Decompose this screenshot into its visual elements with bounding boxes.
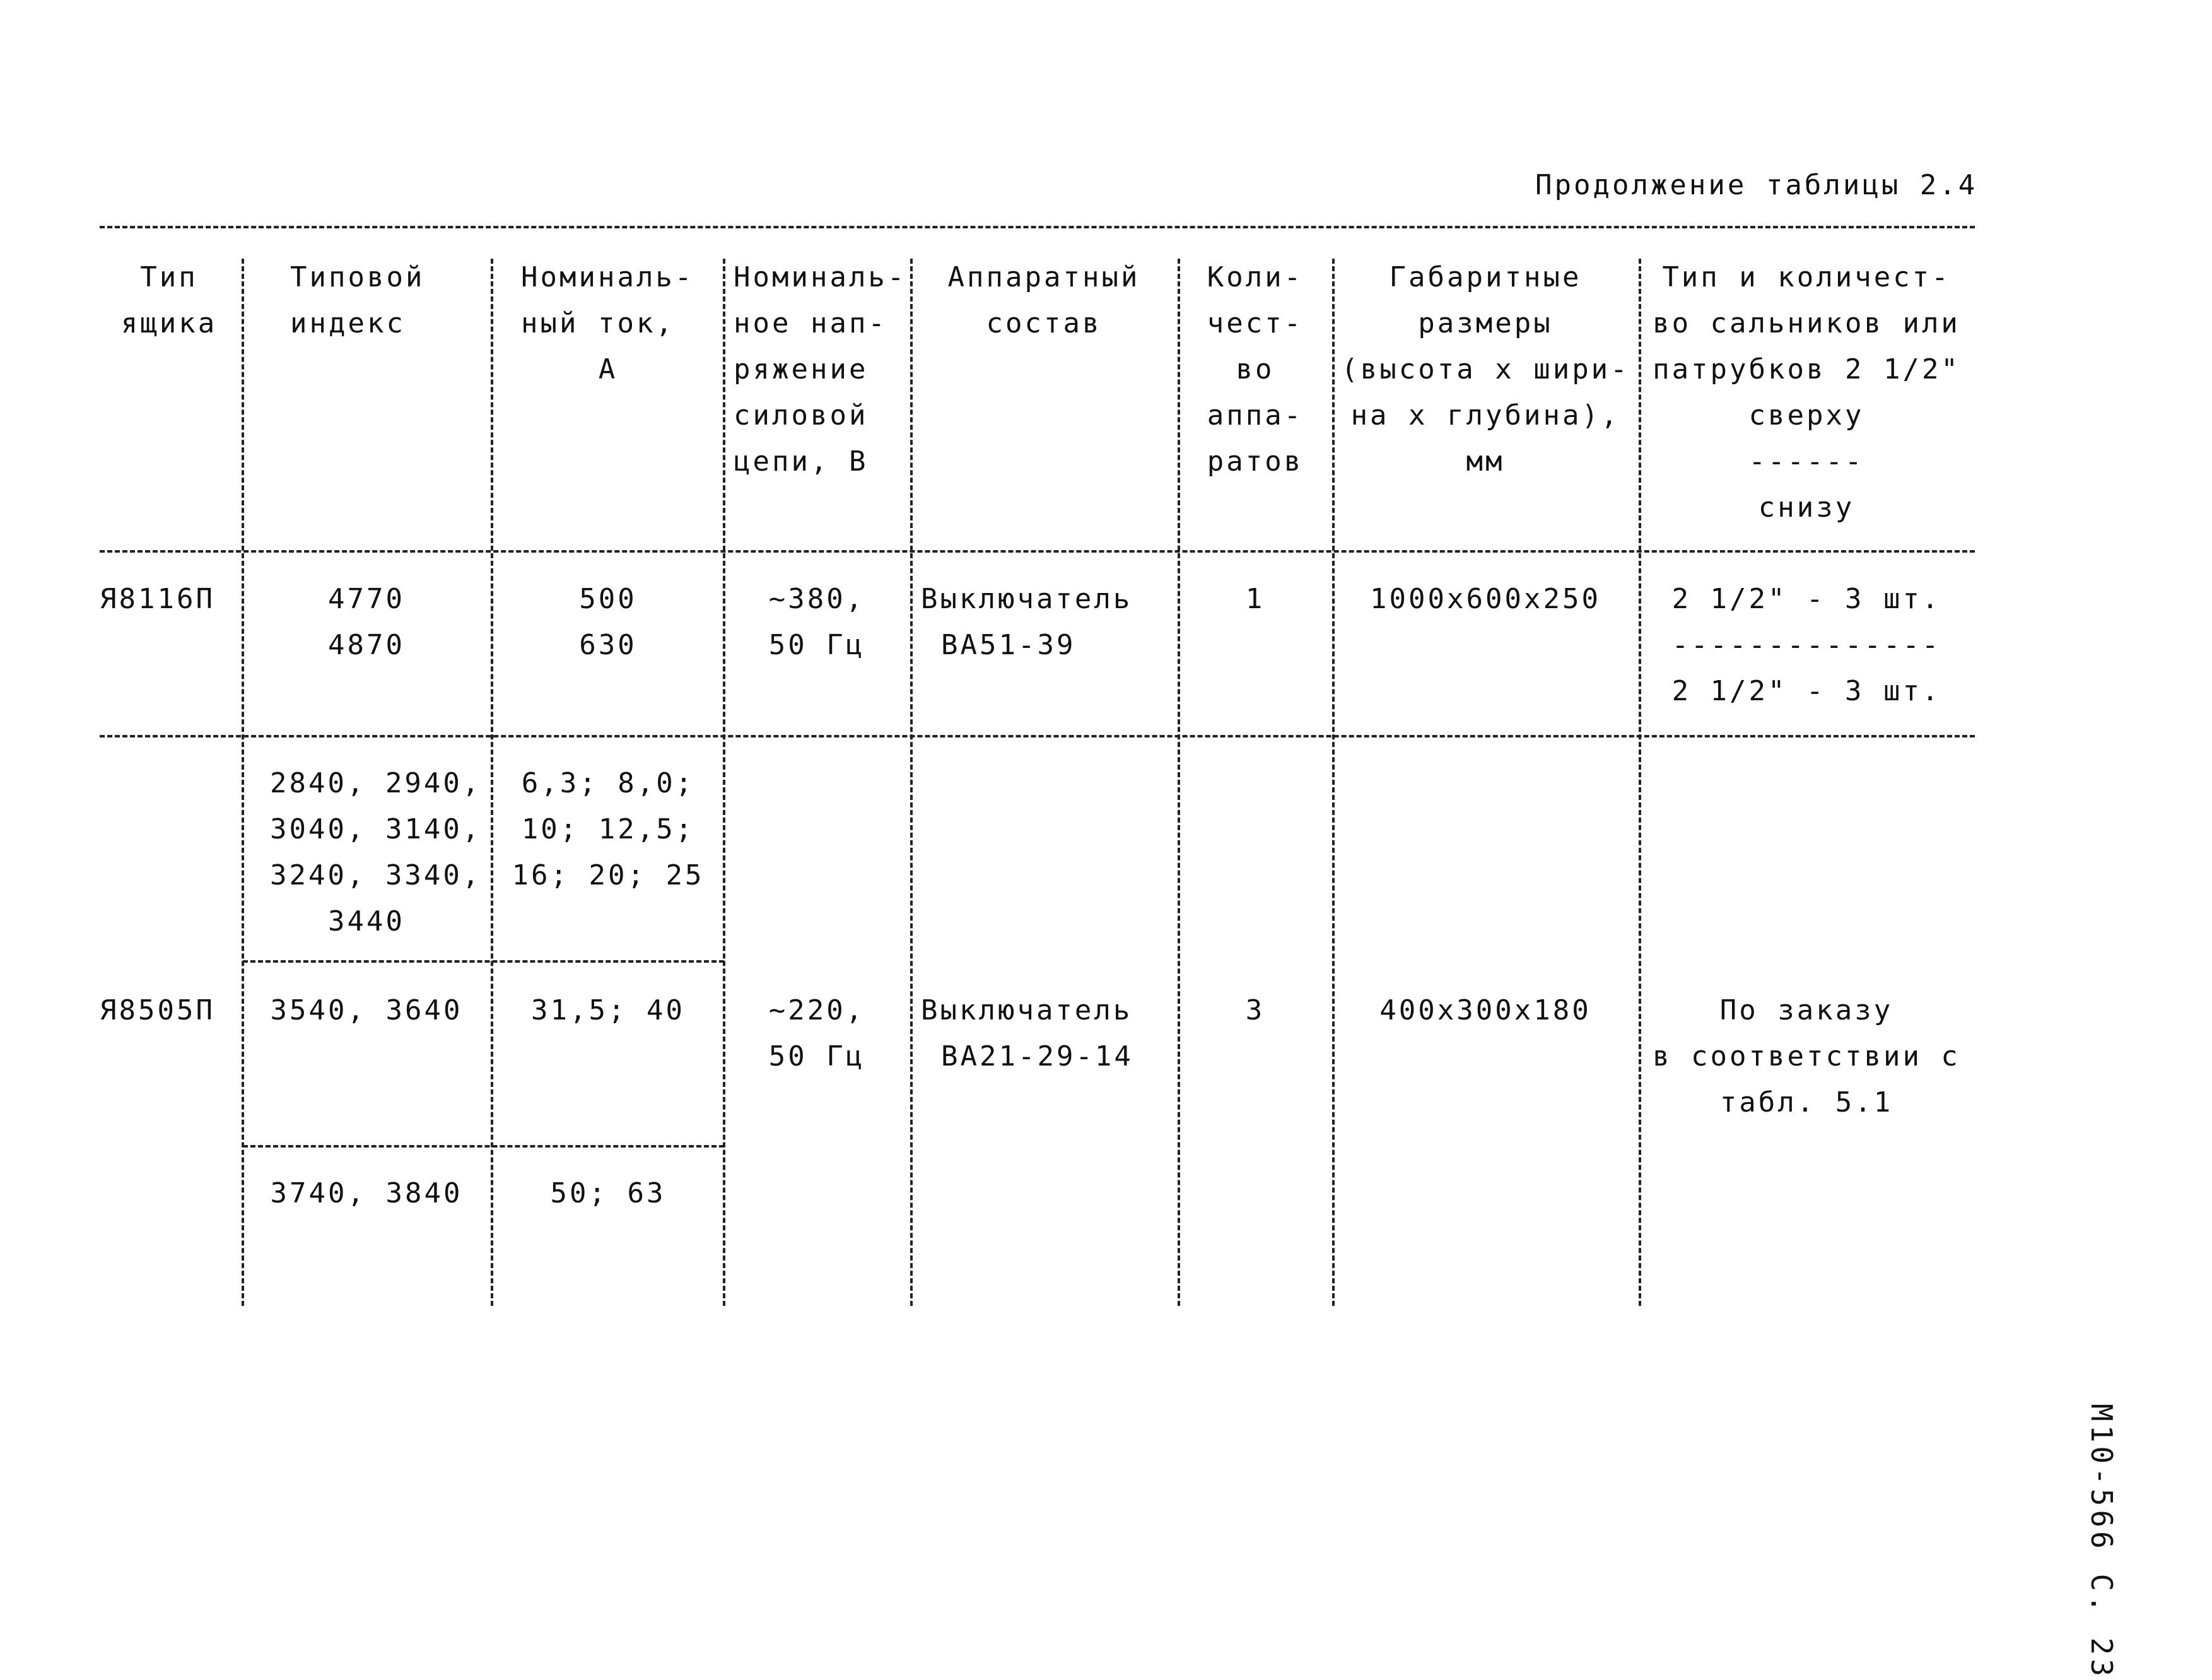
current-cell: 16; 20; 25 [512, 859, 705, 891]
table-top-rule [100, 226, 1975, 228]
quantity-cell: 3 [1245, 994, 1265, 1026]
row1-bottom-rule [100, 735, 1975, 737]
glands-separator: -------------- [1671, 629, 1941, 661]
header-text: аппа- [1207, 399, 1304, 432]
index-cell: 3540, 3640 [270, 994, 463, 1026]
dimensions-cell: 400х300х180 [1379, 994, 1591, 1026]
header-text: ряжение [734, 353, 869, 385]
index-cell: 2840, 2940, [270, 767, 482, 799]
voltage-cell: ~380, [768, 583, 865, 615]
row2-sub-rule-1 [243, 960, 724, 963]
col-separator-4 [910, 259, 913, 1306]
header-text: ящика [120, 307, 218, 339]
box-type-cell: Я8116П [100, 583, 215, 615]
header-text: Тип [140, 261, 198, 293]
current-cell: 500 [579, 583, 637, 615]
col-separator-2 [491, 259, 493, 1306]
col-separator-5 [1178, 259, 1180, 1306]
header-text: (высота х шири- [1341, 353, 1630, 385]
index-cell: 4870 [328, 629, 405, 661]
apparatus-cell: Выключатель [921, 583, 1133, 615]
box-type-cell: Я8505П [100, 994, 215, 1026]
header-text: размеры [1418, 307, 1553, 339]
header-text: цепи, В [734, 445, 869, 478]
voltage-cell: 50 Гц [768, 629, 865, 661]
table-caption: Продолжение таблицы 2.4 [1535, 169, 1978, 201]
header-text: Типовой [290, 261, 425, 293]
header-text: ------ [1748, 445, 1864, 478]
voltage-cell: ~220, [768, 994, 865, 1026]
header-text: мм [1466, 445, 1505, 478]
index-cell: 3440 [328, 905, 405, 937]
quantity-cell: 1 [1245, 583, 1265, 615]
header-text: Номиналь- [521, 261, 694, 293]
header-text: Аппаратный [947, 261, 1140, 293]
header-text: ратов [1207, 445, 1304, 478]
current-cell: 31,5; 40 [531, 994, 685, 1026]
current-cell: 630 [579, 629, 637, 661]
header-text: состав [986, 307, 1102, 339]
glands-cell: в соответствии с [1653, 1040, 1960, 1072]
header-text: на х глубина), [1350, 399, 1620, 432]
index-cell: 3740, 3840 [270, 1177, 463, 1209]
header-text: снизу [1758, 491, 1855, 524]
header-text: Коли- [1207, 261, 1304, 293]
glands-bottom-cell: 2 1/2" - 3 шт. [1671, 675, 1941, 707]
dimensions-cell: 1000х600х250 [1370, 583, 1601, 615]
header-text: Тип и количест- [1662, 261, 1951, 293]
current-cell: 6,3; 8,0; [521, 767, 695, 799]
apparatus-cell: ВА51-39 [941, 629, 1076, 661]
glands-cell: табл. 5.1 [1719, 1086, 1893, 1119]
current-cell: 10; 12,5; [521, 813, 695, 845]
header-bottom-rule [100, 550, 1975, 553]
glands-top-cell: 2 1/2" - 3 шт. [1671, 583, 1941, 615]
header-text: во сальников или [1653, 307, 1960, 339]
index-cell: 3040, 3140, [270, 813, 482, 845]
header-text: во [1236, 353, 1275, 385]
col-separator-1 [242, 259, 244, 1306]
header-text: чест- [1207, 307, 1304, 339]
header-text: индекс [290, 307, 406, 339]
col-separator-3 [723, 259, 725, 1306]
header-text: ное нап- [734, 307, 887, 339]
header-text: ный ток, [521, 307, 675, 339]
current-cell: 50; 63 [550, 1177, 666, 1209]
header-text: А [598, 353, 618, 385]
header-text: Номиналь- [734, 261, 907, 293]
header-text: патрубков 2 1/2" [1653, 353, 1960, 385]
glands-cell: По заказу [1719, 994, 1893, 1026]
index-cell: 4770 [328, 583, 405, 615]
row2-sub-rule-2 [243, 1145, 724, 1148]
page-code: М10-566 С. 23 [2085, 1404, 2119, 1680]
index-cell: 3240, 3340, [270, 859, 482, 891]
apparatus-cell: ВА21-29-14 [941, 1040, 1133, 1072]
col-separator-7 [1639, 259, 1641, 1306]
voltage-cell: 50 Гц [768, 1040, 865, 1072]
header-text: сверху [1748, 399, 1864, 432]
header-text: силовой [734, 399, 869, 432]
apparatus-cell: Выключатель [921, 994, 1133, 1026]
header-text: Габаритные [1389, 261, 1582, 293]
